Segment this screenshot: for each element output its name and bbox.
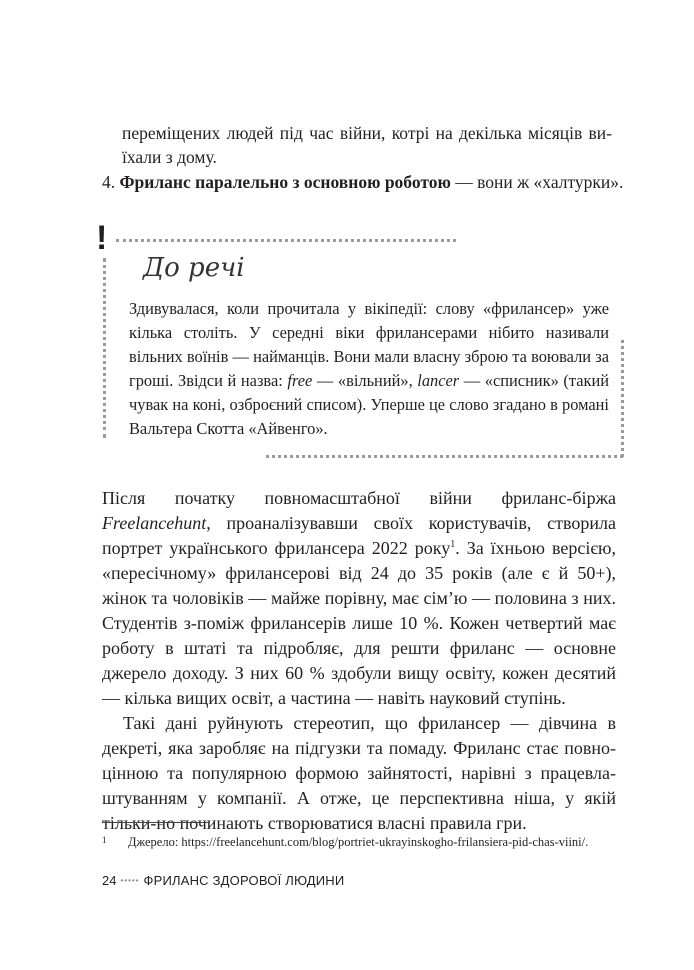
list-number: 4.	[102, 172, 116, 192]
dotted-border-top	[116, 239, 456, 242]
footnote-reference: 1	[450, 539, 456, 550]
dotted-border-left	[103, 258, 106, 438]
paragraph-text: . За їхньою версією, «пересічному» фрилансерові від 24 до 35 років (але є й 50+), жінок та чоловіків — майже порівну, має сім’ю — половина з них. Студентів з-поміж фрилансерів лише 10 %. Кожен четвертий має роботу в штаті та підробляє, для решти фриланс — основне джерело доходу. З них 60 % здобули вищу освіту, кожен десятий — кілька вищих освіт, а частина — навіть науковий ступінь.	[102, 538, 617, 708]
term-lancer: lancer	[417, 371, 460, 390]
sidebar-text-part: — «списник» (такий чувак на коні, озброєний списом). Уперше це слово згадано в романі Вальтера Скотта «Айвенго».	[129, 371, 609, 438]
footnote-number: 1	[102, 835, 107, 845]
sidebar-text	[129, 297, 609, 441]
main-text	[102, 486, 616, 836]
page-footer	[102, 873, 344, 889]
term-free: free	[287, 371, 313, 390]
sidebar-text-part: Здивувалася, коли прочитала у вікіпедії: слову «фрилансер» уже кілька століть. У середні віки фрилансерами нібито називали вільних воїнів — найманців. Вони мали власну зброю та воювали за гроші. Звідси й назва:	[129, 299, 609, 390]
paragraph	[102, 486, 616, 711]
dotted-border-right	[621, 340, 624, 457]
paragraph: Такі дані руйнують стереотип, що фрилансер — дівчина в декреті, яка заробляє на підгузки та помаду. Фриланс стає повноцінною та популярною формою зайнятості, нарівні з працевлаштуванням у компанії. А отже, це перспективна ніша, у якій тільки-но починають створюватися власні правила гри.	[102, 713, 616, 833]
footnote-text: Джерело: https://freelancehunt.com/blog/portriet-ukrayinskogho-frilansiera-pid-chas-viini/.	[128, 835, 589, 849]
sidebar-title: До речі	[143, 253, 245, 283]
footer-separator: •••••	[120, 876, 140, 885]
list-item-text: — вони ж «халтурки».	[450, 172, 624, 192]
brand-name: Freelancehunt	[102, 513, 207, 533]
list-item	[102, 170, 624, 194]
footnote-divider	[102, 822, 210, 823]
text-line: їхали з дому.	[122, 147, 217, 167]
paragraph-text: , проаналізувавши своїх користувачів, створила портрет українського фрилансера 2022 року	[102, 513, 616, 558]
sidebar-text-part: — «вільний»,	[312, 371, 418, 390]
footnote	[102, 832, 616, 850]
running-head: ФРИЛАНС ЗДОРОВОЇ ЛЮДИНИ	[143, 873, 345, 888]
exclamation-icon: !	[96, 219, 108, 257]
dotted-border-bottom	[266, 455, 623, 458]
text-line: переміщених людей під час війни, котрі на декілька місяців ви-	[122, 123, 612, 143]
page-number: 24	[102, 873, 117, 888]
continued-paragraph	[122, 121, 612, 169]
paragraph-text: Після початку повномасштабної війни фриланс-біржа	[102, 488, 616, 508]
list-item-heading: Фриланс паралельно з основною роботою	[119, 172, 451, 192]
